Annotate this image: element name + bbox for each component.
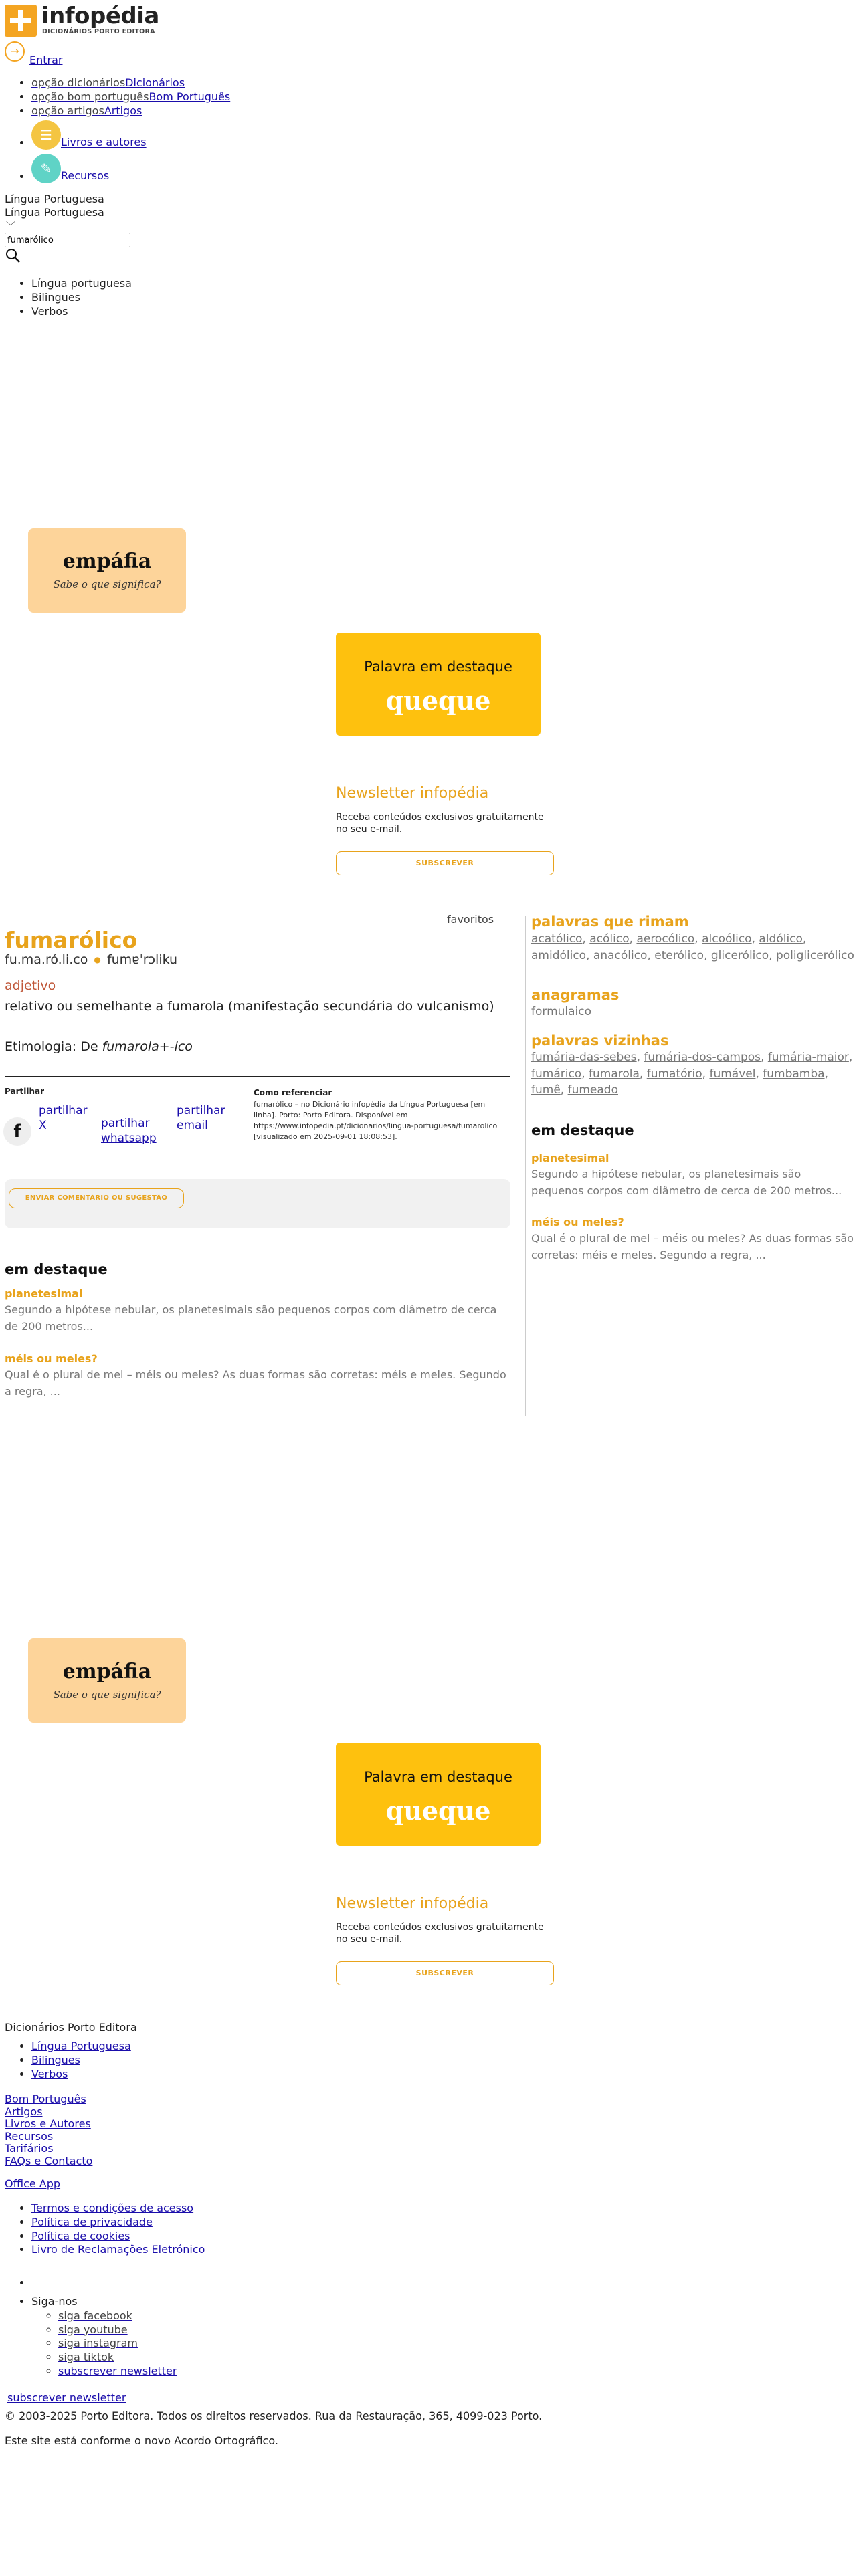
anagrams-heading: anagramas [531,987,619,1003]
dictionary-option[interactable]: • Verbos [31,305,132,319]
follow-label: Siga-nos [31,2295,78,2308]
footer-follow-list [5,2295,177,2379]
rhyme-link[interactable]: amidólico [531,948,587,962]
dictionary-option[interactable]: • Língua portuguesa [31,277,132,291]
footer-dict-link[interactable]: Verbos [31,2067,68,2080]
rhyme-link[interactable]: eterólico [654,948,704,962]
nav-item-recursos [31,154,230,183]
nav-item-livros [31,120,230,150]
footer-list-item [31,2216,205,2230]
rhyme-link[interactable]: acatólico [531,932,583,946]
promo-word: empáfia [62,1660,152,1683]
neighbor-link[interactable]: fumária-maior [767,1051,849,1064]
share-email-link[interactable]: partilhar email [177,1104,225,1133]
legal-link[interactable]: Livro de Reclamações Eletrónico [31,2243,205,2256]
logo-mark[interactable] [5,5,37,37]
footer-legal-list [5,2202,205,2257]
dictionary-options [5,277,132,318]
nav-label: Dicionários [125,76,185,89]
featured-word-card[interactable] [336,1743,541,1846]
footer-link[interactable]: Livros e Autores [5,2117,91,2130]
orthographic-agreement: Este site está conforme o novo Acordo Ortográfico. [5,2434,278,2447]
nav-image-placeholder: opção dicionários [31,76,126,89]
divider [5,1076,510,1077]
featured-word-card[interactable] [336,633,541,736]
entry-definition: relativo ou semelhante a fumarola (manifestação secundária do vulcanismo) [5,999,494,1014]
subscribe-newsletter-link[interactable]: subscrever newsletter [58,2364,177,2377]
newsletter-title: Newsletter infopédia [336,1895,489,1912]
share-heading: Partilhar [5,1087,45,1096]
chevron-down-icon[interactable]: ﹀ [6,221,15,232]
featured-word-title: Palavra em destaque [364,659,512,675]
youtube-link[interactable] [58,2323,128,2336]
entry-syllables: fu.ma.ró.li.co [5,952,88,967]
highlight-text: Segundo a hipótese nebular, os planetesimais são pequenos corpos com diâmetro de cerca de 200 metros... [531,1167,842,1198]
nav-label: Artigos [104,104,142,117]
footer-dict-link[interactable]: Bilingues [31,2053,80,2066]
footer-list-item [31,2068,131,2082]
neighbor-link[interactable]: fumarola [589,1067,640,1081]
promo-word-card[interactable] [28,1638,186,1723]
promo-word: empáfia [62,550,152,573]
promo-question: Sabe o que significa? [53,578,161,591]
newsletter-title: Newsletter infopédia [336,785,489,802]
logo-subtitle: DICIONÁRIOS PORTO EDITORA [42,28,155,35]
follow-item [31,2295,177,2379]
neighbor-link[interactable]: fumária-dos-campos [644,1051,761,1064]
search-icon[interactable] [5,247,21,263]
footer-dictionaries-heading: Dicionários Porto Editora [5,2021,137,2034]
rhyme-link[interactable]: poliglicerólico [775,948,854,962]
footer-empty-list [5,2276,31,2290]
legal-link[interactable]: Política de cookies [31,2229,130,2242]
dictionary-select-value[interactable]: Língua Portuguesa [5,193,104,205]
neighbor-link[interactable]: fumárico [531,1067,582,1081]
rhyme-link[interactable]: anacólico [593,948,648,962]
highlight-title: méis ou meles? [531,1216,624,1228]
social-item [58,2323,177,2337]
tiktok-icon: siga tiktok [58,2351,114,2364]
footer-list-item [31,2243,205,2257]
copyright: © 2003-2025 Porto Editora. Todos os direitos reservados. Rua da Restauração, 365, 4099-023 Porto. [5,2409,543,2422]
footer-link[interactable]: Bom Português [5,2092,86,2105]
neighbor-link[interactable]: fumê [531,1083,561,1097]
reference-heading: Como referenciar [254,1088,332,1097]
entry-etymology [5,1039,193,1055]
social-item [58,2309,177,2323]
subscribe-newsletter-link[interactable]: subscrever newsletter [7,2391,126,2404]
neighbors-list: fumária-das-sebes, fumária-dos-campos, fumária-maior, fumárico, fumarola, fumatório, fumável, fumbamba, fumê, fumeado [531,1051,853,1097]
footer-link[interactable]: FAQs e Contacto [5,2154,93,2167]
entry-part-of-speech: adjetivo [5,978,56,993]
footer-list-item [31,2230,205,2244]
highlight-title: planetesimal [531,1152,609,1164]
facebook-link[interactable] [58,2309,132,2322]
nav-label: Bom Português [149,90,231,103]
neighbor-link[interactable]: fumária-das-sebes [531,1051,637,1064]
nav-link-dicionarios[interactable] [31,76,185,89]
nav-link-artigos[interactable] [31,104,142,117]
resources-icon: ✎ [31,154,61,183]
youtube-icon: siga youtube [58,2323,128,2336]
entry-pronunciation-line [5,952,177,968]
featured-word-title: Palavra em destaque [364,1769,512,1785]
sidebar-highlight-item[interactable] [531,1216,855,1264]
reference-text: fumarólico – no Dicionário infopédia da Língua Portuguesa [em linha]. Porto: Porto Editora. Disponível em https://www.infopedia.pt/dicionarios/lingua-portuguesa/fumarolico [visualizado em 2025-09-01 18:08:53]. [254,1100,498,1141]
office-app-link[interactable]: Office App [5,2177,61,2190]
footer-link[interactable]: Tarifários [5,2142,54,2155]
neighbor-link[interactable]: fumeado [567,1083,618,1097]
footer-dictionaries-list [5,2040,131,2081]
dictionary-option[interactable]: • Bilingues [31,291,132,305]
search-input[interactable] [5,233,130,247]
highlight-item[interactable] [5,1287,510,1335]
footer-list-item [31,2040,131,2054]
audio-icon[interactable]: ● [94,954,101,964]
legal-link[interactable]: Política de privacidade [31,2215,153,2228]
instagram-icon: siga instagram [58,2337,138,2350]
etymology-label: Etimologia: De [5,1039,98,1054]
highlight-text: Qual é o plural de mel – méis ou meles? As duas formas são corretas: méis e meles. Segundo a regra, ... [531,1231,854,1262]
tiktok-link[interactable] [58,2351,114,2363]
newsletter-text: Receba conteúdos exclusivos gratuitamente no seu e-mail. [336,1922,544,1945]
etymology-value: fumarola+-ico [102,1039,193,1054]
footer-link[interactable]: Recursos [5,2129,54,2143]
footer-link[interactable]: Artigos [5,2105,43,2118]
rhymes-list: acatólico, acólico, aerocólico, alcoólico, aldólico, amidólico, anacólico, eterólico, glicerólico, poliglicerólico [531,932,854,962]
main-nav [5,76,230,183]
footer-list-item [31,2202,205,2216]
promo-question: Sabe o que significa? [53,1689,161,1701]
highlight-title: planetesimal [5,1287,83,1300]
highlight-title: méis ou meles? [5,1352,98,1365]
nav-link-bom-portugues[interactable] [31,90,230,103]
social-item [58,2337,177,2351]
nav-item-bom-portugues [31,90,230,104]
rhyme-link[interactable]: acólico [589,932,630,946]
featured-word: queque [385,685,491,716]
sidebar-divider [525,916,526,1416]
rhyme-link[interactable]: aerocólico [636,932,695,946]
instagram-link[interactable] [58,2337,138,2349]
neighbor-link[interactable]: fumatório [646,1067,702,1081]
social-item [58,2351,177,2365]
entry-word: fumarólico [5,927,138,953]
dictionary-select-display[interactable]: Língua Portuguesa [5,206,104,219]
neighbor-link[interactable]: fumbamba [763,1067,825,1081]
comment-button[interactable]: ENVIAR COMENTÁRIO OU SUGESTÃO [9,1188,184,1208]
nav-image-placeholder: opção artigos [31,104,104,117]
sidebar-highlights-heading: em destaque [531,1122,634,1138]
share-whatsapp-link[interactable]: partilhar whatsapp [101,1117,157,1146]
featured-word: queque [385,1796,491,1826]
anagram-link[interactable]: formulaico [531,1005,592,1018]
anagrams-list [531,1004,855,1021]
rhymes-heading: palavras que rimam [531,914,689,930]
social-list [31,2309,177,2379]
highlight-text: Qual é o plural de mel – méis ou meles? As duas formas são corretas: méis e meles. Segundo a regra, ... [5,1368,506,1398]
nav-item-dicionarios [31,76,230,90]
footer-links [5,2093,92,2167]
login-icon[interactable]: → [5,41,25,62]
logo-title[interactable]: infopédia [41,3,159,29]
nav-link-recursos[interactable]: Recursos [61,169,110,183]
facebook-icon[interactable]: f [3,1117,31,1146]
nav-link-livros[interactable]: Livros e autores [61,136,147,149]
newsletter-text: Receba conteúdos exclusivos gratuitamente no seu e-mail. [336,812,544,835]
neighbor-link[interactable]: fumável [709,1067,756,1081]
login-link[interactable]: Entrar [29,53,63,66]
rhyme-link[interactable]: alcoólico [702,932,752,946]
sidebar-highlight-item[interactable] [531,1152,855,1200]
share-x-link[interactable]: partilhar X [39,1104,88,1133]
footer-list-item [31,2054,131,2068]
books-icon: ☰ [31,120,61,150]
entry-pronunciation: fumɐˈrɔliku [106,952,178,967]
facebook-icon: siga facebook [58,2309,132,2322]
highlight-item[interactable] [5,1352,510,1400]
rhyme-link[interactable]: aldólico [759,932,803,946]
favorites-button[interactable]: favoritos [447,913,494,926]
newsletter-subscribe-button[interactable]: SUBSCREVER [336,1961,554,1985]
highlights-heading: em destaque [5,1261,108,1277]
footer-dict-link[interactable]: Língua Portuguesa [31,2040,131,2052]
neighbors-heading: palavras vizinhas [531,1033,669,1049]
highlight-text: Segundo a hipótese nebular, os planetesimais são pequenos corpos com diâmetro de cerca de 200 metros... [5,1303,497,1333]
nav-image-placeholder: opção bom português [31,90,149,103]
nav-item-artigos [31,104,230,118]
social-item [58,2365,177,2379]
legal-link[interactable]: Termos e condições de acesso [31,2202,194,2214]
newsletter-subscribe-button[interactable]: SUBSCREVER [336,851,554,875]
rhyme-link[interactable]: glicerólico [710,948,769,962]
promo-word-card[interactable] [28,528,186,613]
